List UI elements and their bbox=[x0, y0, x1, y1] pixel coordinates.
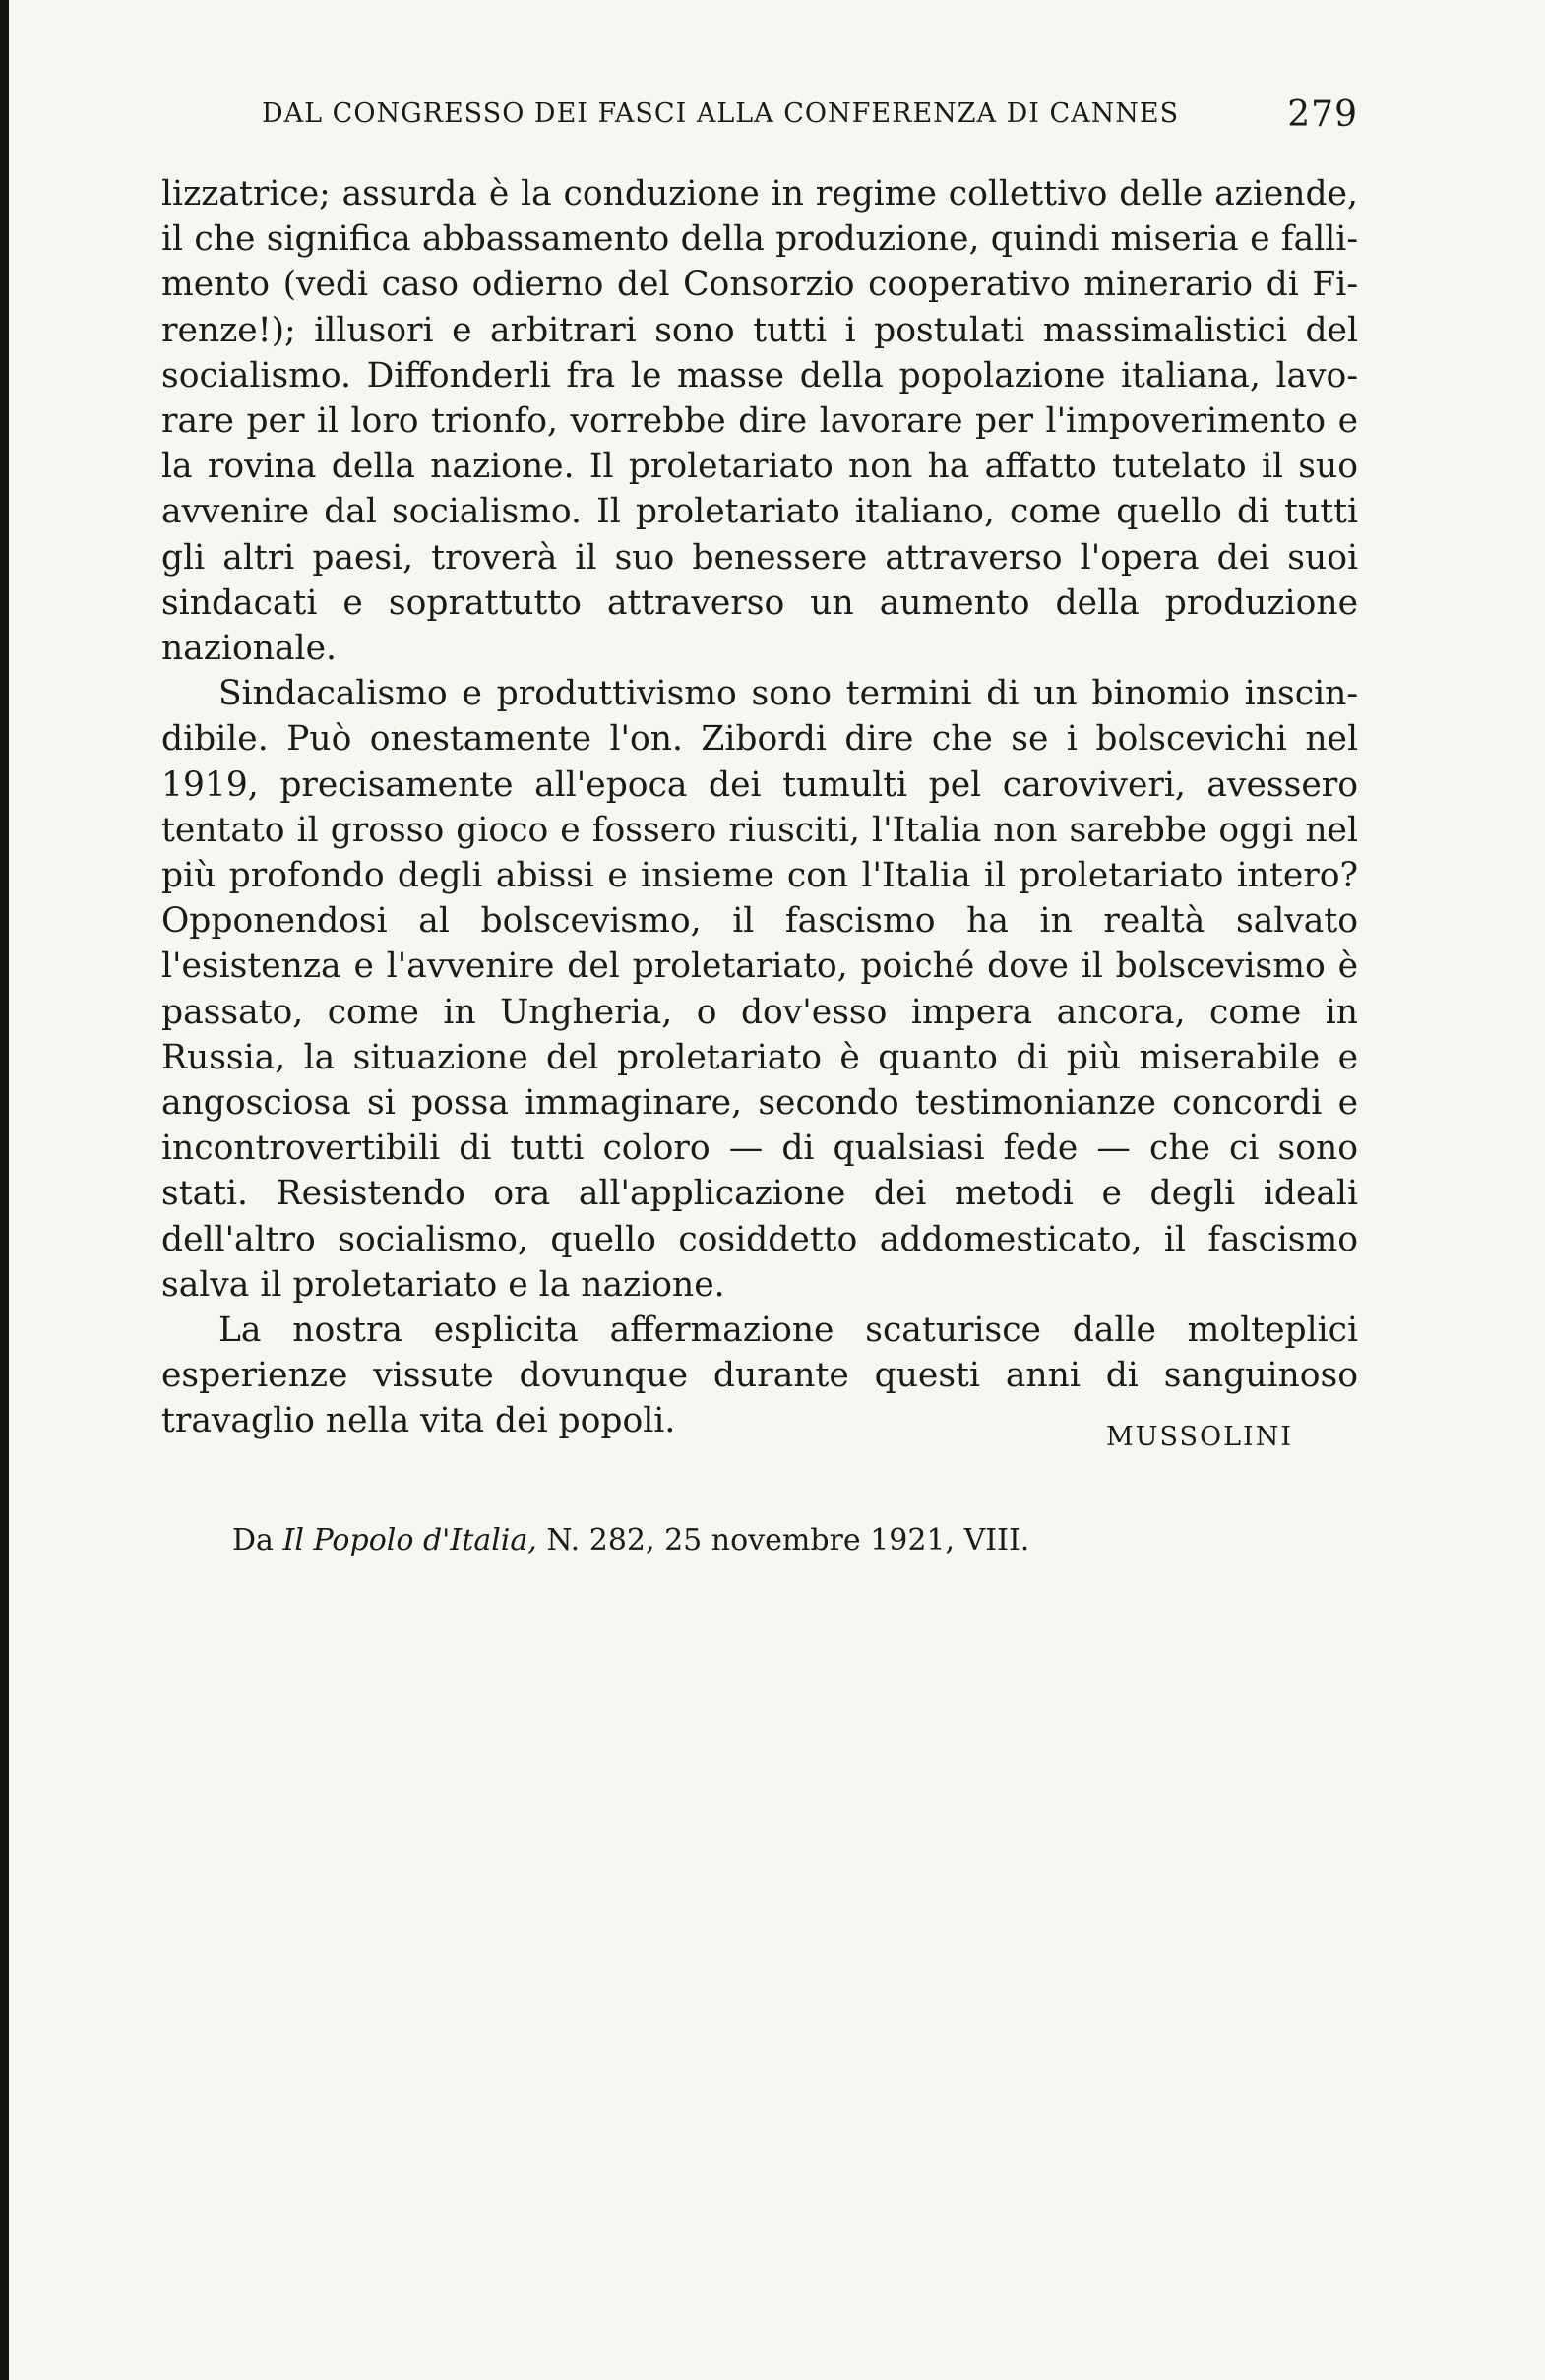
running-title: DAL CONGRESSO DEI FASCI ALLA CONFERENZA DI CANNES bbox=[262, 98, 1180, 129]
source-citation bbox=[232, 1523, 1029, 1557]
page-number: 279 bbox=[1287, 94, 1358, 135]
paragraph-3: La nostra esplicita affermazione scaturisce dalle molteplici esperienze vissute dovunque durante questi anni di sanguinoso travaglio nella vita dei popoli. bbox=[161, 1311, 1358, 1441]
source-publication: Il Popolo d'Italia, bbox=[282, 1523, 537, 1557]
paragraph-2: Sindacalismo e produttivismo sono termini di un binomio inscindibile. Può onestamente l'on. Zibordi dire che se i bolscevichi nel 1919, precisamente all'epoca dei tumulti pel caroviveri, avessero tentato il grosso gioco e fossero riusciti, l'Italia non sarebbe oggi nel più profondo degli abissi e insieme con l'Italia il proletariato intero? Opponendosi al bolscevismo, il fascismo ha in realtà salvato l'esistenza e l'avvenire del proletariato, poiché dove il bolscevismo è passato, come in Ungheria, o dov'esso impera ancora, come in Russia, la situazione del proletariato è quanto di più miserabile e angosciosa si possa immaginare, secondo testimonianze concordi e incontrovertibili di tutti coloro — di qualsiasi fede — che ci sono stati. Resistendo ora all'applicazione dei metodi e degli ideali dell'altro socialismo, quello cosiddetto addomesticato, il fascismo salva il proletariato e la nazione. bbox=[161, 674, 1358, 1305]
scan-edge bbox=[0, 0, 9, 2380]
source-details: N. 282, 25 novembre 1921, VIII. bbox=[536, 1523, 1030, 1557]
paragraph-1: lizzatrice; assurda è la conduzione in regime collettivo delle aziende, il che significa abbassamento della produzione, quindi miseria e fallimento (vedi caso odierno del Consorzio cooperativo minerario di Firenze!); illusori e arbitrari sono tutti i postulati massimalistici del socialismo. Diffonderli fra le masse della popolazione italiana, lavorare per il loro trionfo, vorrebbe dire lavorare per l'impoverimento e la rovina della nazione. Il proletariato non ha affatto tutelato il suo avvenire dal socialismo. Il proletariato italiano, come quello di tutti gli altri paesi, troverà il suo benessere attraverso l'opera dei suoi sindacati e soprattutto attraverso un aumento della produzione nazionale. bbox=[161, 174, 1358, 669]
source-prefix: Da bbox=[232, 1523, 283, 1557]
running-header bbox=[161, 94, 1358, 157]
book-page bbox=[161, 94, 1358, 1557]
body-text bbox=[161, 171, 1358, 1444]
author-signature: MUSSOLINI bbox=[1106, 1422, 1293, 1452]
